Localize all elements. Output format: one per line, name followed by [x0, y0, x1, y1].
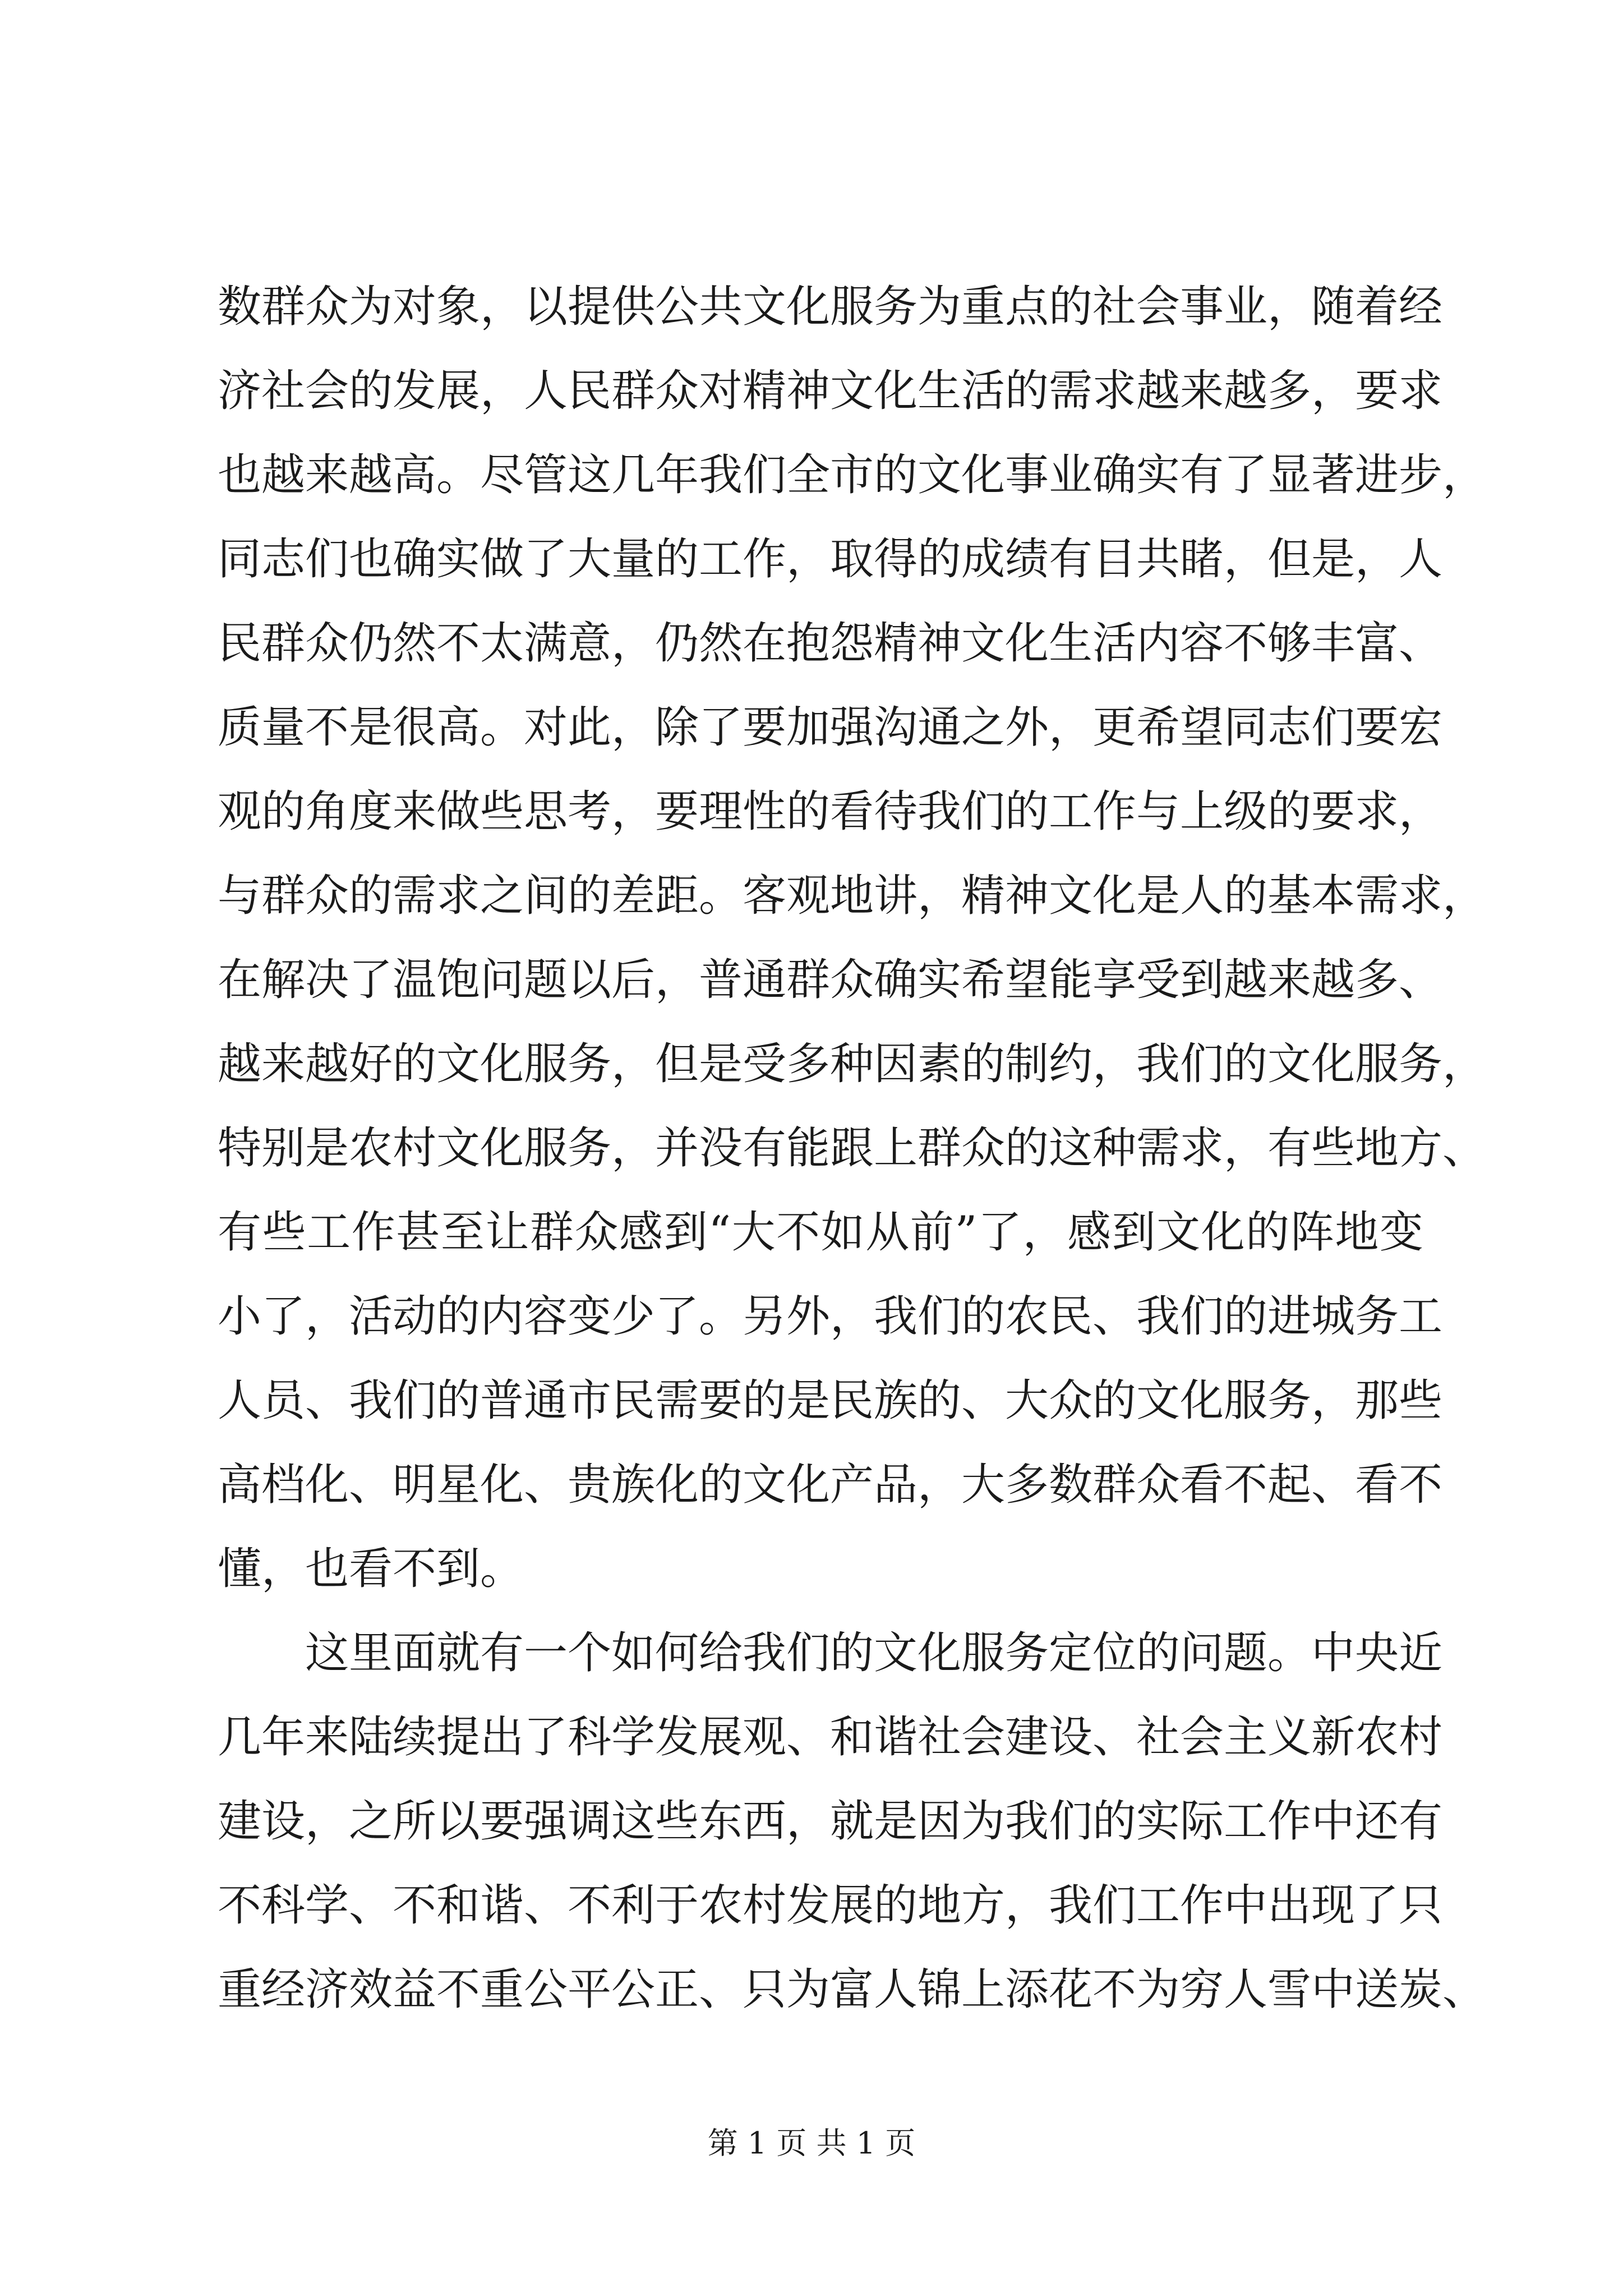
text-line: 也越来越高。尽管这几年我们全市的文化事业确实有了显著进步， [218, 450, 1487, 500]
text-line: 重经济效益不重公平公正、只为富人锦上添花不为穷人雪中送炭、 [218, 1964, 1487, 2015]
text-line: 有些工作甚至让群众感到“大不如从前”了，感到文化的阵地变 [218, 1207, 1423, 1258]
text-line: 人员、我们的普通市民需要的是民族的、大众的文化服务，那些 [218, 1375, 1443, 1426]
text-line: 越来越好的文化服务，但是受多种因素的制约，我们的文化服务， [218, 1039, 1487, 1089]
text-line: 同志们也确实做了大量的工作，取得的成绩有目共睹，但是，人 [218, 534, 1443, 585]
text-line: 这里面就有一个如何给我们的文化服务定位的问题。中央近 [305, 1628, 1443, 1678]
text-line: 特别是农村文化服务，并没有能跟上群众的这种需求，有些地方、 [218, 1123, 1487, 1174]
text-line: 观的角度来做些思考，要理性的看待我们的工作与上级的要求， [218, 786, 1443, 837]
text-line: 数群众为对象，以提供公共文化服务为重点的社会事业，随着经 [218, 282, 1443, 332]
text-line: 与群众的需求之间的差距。客观地讲，精神文化是人的基本需求， [218, 871, 1487, 921]
text-line: 不科学、不和谐、不利于农村发展的地方，我们工作中出现了只 [218, 1880, 1443, 1931]
text-line: 几年来陆续提出了科学发展观、和谐社会建设、社会主义新农村 [218, 1712, 1443, 1763]
text-line: 建设，之所以要强调这些东西，就是因为我们的实际工作中还有 [218, 1796, 1443, 1847]
text-line: 懂，也看不到。 [218, 1544, 524, 1594]
text-line: 高档化、明星化、贵族化的文化产品，大多数群众看不起、看不 [218, 1460, 1443, 1510]
text-line: 质量不是很高。对此，除了要加强沟通之外，更希望同志们要宏 [218, 702, 1443, 753]
text-line: 民群众仍然不太满意，仍然在抱怨精神文化生活内容不够丰富、 [218, 618, 1443, 669]
text-line: 济社会的发展，人民群众对精神文化生活的需求越来越多，要求 [218, 366, 1443, 416]
text-line: 在解决了温饱问题以后，普通群众确实希望能享受到越来越多、 [218, 955, 1443, 1005]
page-number-label: 第 1 页 共 1 页 [707, 2125, 916, 2161]
page-footer [0, 2119, 1623, 2162]
body-text [218, 265, 1487, 2032]
text-line: 小了，活动的内容变少了。另外，我们的农民、我们的进城务工 [218, 1291, 1443, 1342]
